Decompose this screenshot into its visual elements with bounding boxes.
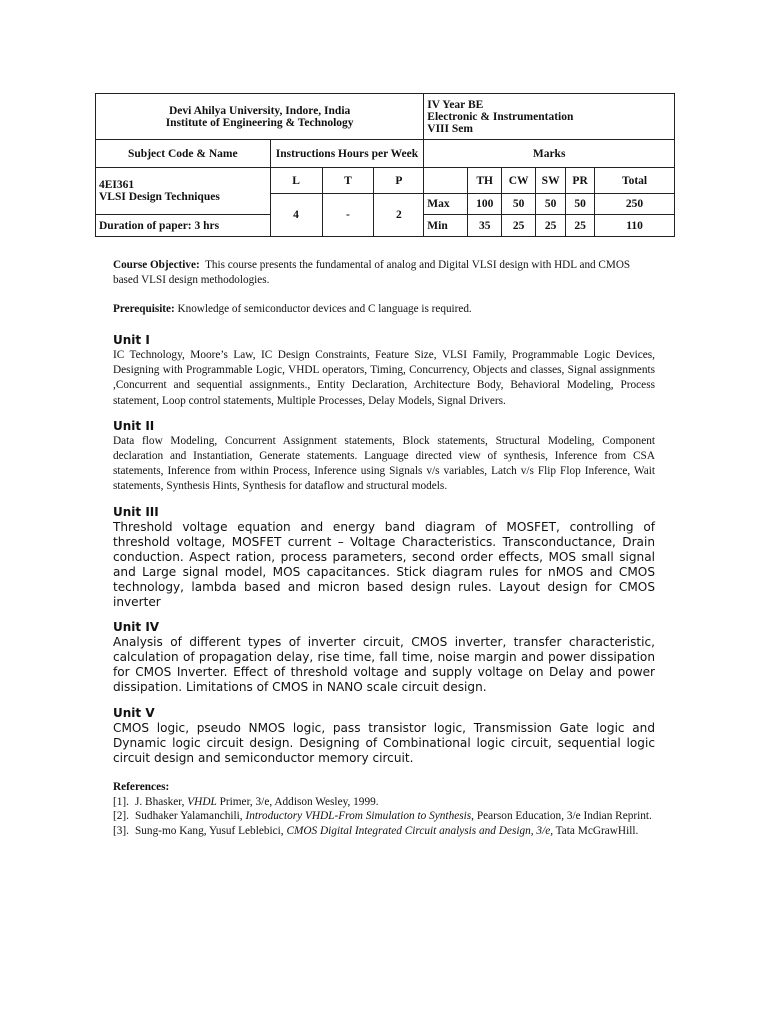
min-row-label: Min bbox=[424, 215, 468, 237]
course-objective-label: Course Objective: bbox=[113, 259, 200, 271]
hours-p-header: P bbox=[374, 168, 424, 194]
institute-name: Institute of Engineering & Technology bbox=[165, 116, 354, 129]
hours-l-header: L bbox=[270, 168, 322, 194]
unit-title: Unit III bbox=[113, 504, 159, 519]
reference-item bbox=[113, 809, 655, 824]
course-objective bbox=[113, 258, 655, 288]
semester-label: VIII Sem bbox=[427, 122, 473, 135]
marks-col-pr: PR bbox=[566, 168, 595, 194]
unit-content: IC Technology, Moore’s Law, IC Design Constraints, Feature Size, VLSI Family, Programmable Logic Devices, Designing with Programmable Logic, VHDL operators, Timing, Concurrency, Objects and classes, Signal assignments ,Concurrent and sequential assignments., Entity Declaration, Architecture Body, Behavioral Modeling, Process statement, Loop control statements, Multiple Processes, Delay Models, Signal Drivers. bbox=[113, 349, 655, 407]
min-th: 35 bbox=[468, 215, 502, 237]
marks-col-th: TH bbox=[468, 168, 502, 194]
unit-title: Unit IV bbox=[113, 620, 160, 635]
max-sw: 50 bbox=[536, 194, 566, 215]
program-cell bbox=[424, 94, 675, 140]
course-objective-text: This course presents the fundamental of analog and Digital VLSI design with HDL and CMOS based VLSI design methodologies. bbox=[113, 259, 631, 286]
subject-code-name-header: Subject Code & Name bbox=[96, 140, 271, 168]
max-total: 250 bbox=[595, 194, 675, 215]
max-cw: 50 bbox=[502, 194, 536, 215]
subject-code: 4EI361 bbox=[99, 179, 135, 191]
reference-item bbox=[113, 795, 655, 810]
hours-t-header: T bbox=[322, 168, 374, 194]
marks-header: Marks bbox=[424, 140, 675, 168]
unit-content: Analysis of different types of inverter circuit, CMOS inverter, transfer characteristic, calculation of propagation delay, rise time, fall time, noise margin and power dissipation for CMOS Inverter. Effect of threshold voltage and supply voltage on Delay and power dissipation. Limitations of CMOS in NANO scale circuit design. bbox=[113, 635, 655, 695]
max-row-label: Max bbox=[424, 194, 468, 215]
reference-number: [1]. bbox=[113, 795, 129, 808]
reference-text: J. Bhasker, VHDL Primer, 3/e, Addison Wesley, 1999. bbox=[135, 795, 379, 808]
hours-p-value: 2 bbox=[374, 194, 424, 237]
unit-content: Data flow Modeling, Concurrent Assignment statements, Block statements, Structural Modeling, Component declaration and Instantiation, Generate statements. Language directed view of synthesis, Inference from CSA statements, Inference from within Process, Inference using Signals v/s variables, Latch v/s Flip Flop Inference, Wait statements, Synthesis Hints, Synthesis for dataflow and structural models. bbox=[113, 434, 655, 493]
subject-name: VLSI Design Techniques bbox=[99, 191, 220, 203]
hours-t-value: - bbox=[322, 194, 374, 237]
year-label: IV Year BE bbox=[427, 98, 484, 111]
marks-col-cw: CW bbox=[502, 168, 536, 194]
marks-col-total: Total bbox=[595, 168, 675, 194]
unit-section bbox=[113, 620, 655, 695]
max-pr: 50 bbox=[566, 194, 595, 215]
reference-text: Sung-mo Kang, Yusuf Leblebici, CMOS Digital Integrated Circuit analysis and Design, 3/e, Tata McGrawHill. bbox=[135, 825, 639, 838]
max-th: 100 bbox=[468, 194, 502, 215]
unit-title: Unit I bbox=[113, 333, 150, 347]
prerequisite-label: Prerequisite: bbox=[113, 303, 175, 315]
reference-text: Sudhaker Yalamanchili, Introductory VHDL-From Simulation to Synthesis, Pearson Education, 3/e Indian Reprint. bbox=[135, 810, 652, 823]
marks-col-sw: SW bbox=[536, 168, 566, 194]
unit-title: Unit II bbox=[113, 418, 155, 433]
university-cell bbox=[96, 94, 424, 140]
unit-section bbox=[113, 333, 655, 409]
syllabus-body bbox=[113, 258, 655, 839]
references-title: References: bbox=[113, 780, 170, 793]
reference-number: [3]. bbox=[113, 825, 129, 838]
unit-section bbox=[113, 505, 655, 611]
unit-title: Unit V bbox=[113, 705, 155, 720]
min-pr: 25 bbox=[566, 215, 595, 237]
unit-content: Threshold voltage equation and energy band diagram of MOSFET, controlling of threshold voltage, MOSFET current – Voltage Characteristics. Transconductance, Drain conduction. Aspect ration, process parameters, second order effects, MOS small signal and Large signal model, MOS capacitances. Stick diagram rules for nMOS and CMOS technology, lambda based and micron based design rules. Layout design for CMOS inverter bbox=[113, 519, 655, 610]
duration-cell: Duration of paper: 3 hrs bbox=[96, 215, 271, 237]
unit-content: CMOS logic, pseudo NMOS logic, pass transistor logic, Transmission Gate logic and Dynamic logic circuit design. Designing of Combinational logic circuit, sequential logic circuit design and semiconductor memory circuit. bbox=[113, 720, 655, 765]
min-total: 110 bbox=[595, 215, 675, 237]
marks-blank-cell bbox=[424, 168, 468, 194]
prerequisite bbox=[113, 302, 655, 317]
university-name: Devi Ahilya University, Indore, India bbox=[169, 104, 351, 117]
branch-label: Electronic & Instrumentation bbox=[427, 110, 574, 123]
references-section bbox=[113, 780, 655, 839]
hours-l-value: 4 bbox=[270, 194, 322, 237]
instructions-hours-header: Instructions Hours per Week bbox=[270, 140, 424, 168]
min-sw: 25 bbox=[536, 215, 566, 237]
unit-section bbox=[113, 706, 655, 766]
prerequisite-text: Knowledge of semiconductor devices and C language is required. bbox=[177, 303, 472, 315]
min-cw: 25 bbox=[502, 215, 536, 237]
subject-cell bbox=[96, 168, 271, 215]
reference-number: [2]. bbox=[113, 810, 129, 823]
course-header-table bbox=[95, 93, 675, 237]
unit-section bbox=[113, 419, 655, 495]
reference-item bbox=[113, 824, 655, 839]
